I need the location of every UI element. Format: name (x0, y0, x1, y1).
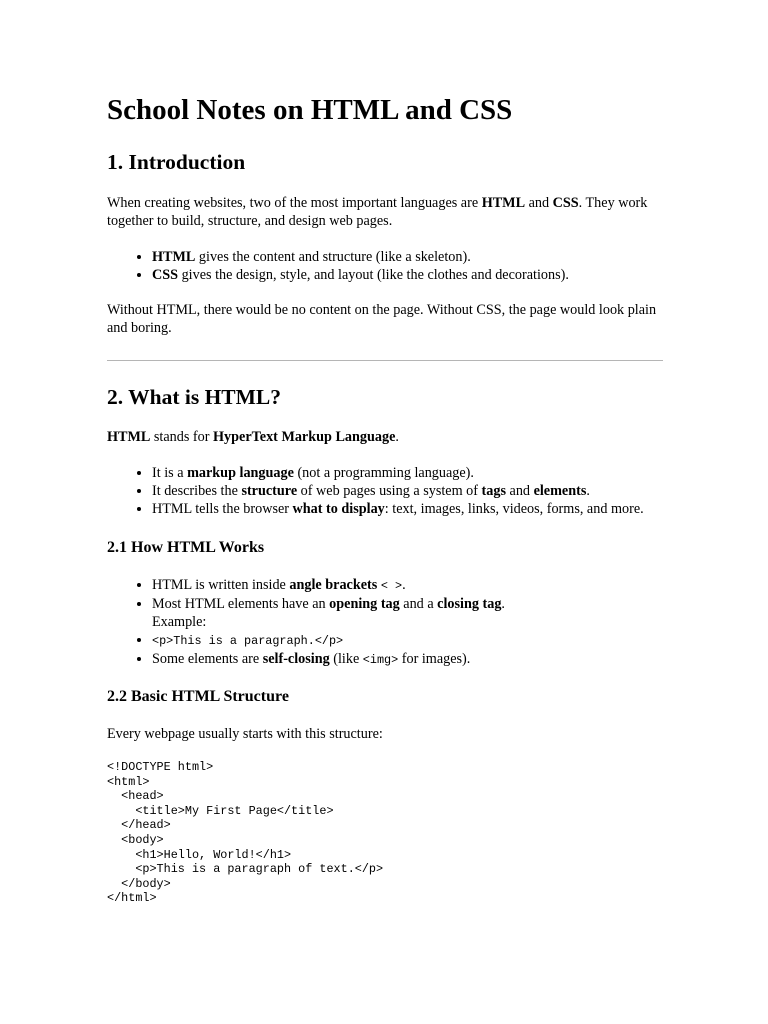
code-block: <!DOCTYPE html> <html> <head> <title>My First Page</title> </head> <body> <h1>Hello, World!</h1> <p>This is a paragraph of text.</p> </body> </html> (107, 760, 384, 906)
subsection-heading-how-html-works: 2.1 How HTML Works (107, 539, 265, 556)
list-item: • <p>This is a paragraph.</p> (152, 631, 663, 650)
list-item: • HTML gives the content and structure (like a skeleton). (152, 248, 663, 266)
html-definition: HTML stands for HyperText Markup Language. (107, 429, 399, 445)
page-title: School Notes on HTML and CSS (107, 94, 513, 126)
intro-bullet-list (107, 248, 663, 284)
list-item: • HTML tells the browser what to display: text, images, links, videos, forms, and more. (152, 500, 663, 518)
list-item: • CSS gives the design, style, and layout (like the clothes and decorations). (152, 266, 663, 284)
html-bullet-list (107, 464, 663, 518)
section-heading-what-is-html: 2. What is HTML? (107, 385, 282, 409)
intro-closing-paragraph: Without HTML, there would be no content on the page. Without CSS, the page would look plain and boring. (107, 302, 657, 336)
how-html-works-list (107, 576, 663, 669)
section-heading-introduction: 1. Introduction (107, 150, 246, 174)
intro-paragraph: When creating websites, two of the most important languages are HTML and CSS. They work together to build, structure, and design web pages. (107, 195, 648, 229)
list-item: • Some elements are self-closing (like <img> for images). (152, 650, 663, 669)
document-content (107, 92, 663, 906)
structure-intro: Every webpage usually starts with this structure: (107, 726, 383, 742)
list-item: • HTML is written inside angle brackets < >. (152, 576, 663, 595)
section-divider (107, 360, 663, 361)
list-item: • It is a markup language (not a programming language). (152, 464, 663, 482)
subsection-heading-basic-html-structure: 2.2 Basic HTML Structure (107, 688, 289, 705)
list-item: • It describes the structure of web pages using a system of tags and elements. (152, 482, 663, 500)
list-item: • Most HTML elements have an opening tag and a closing tag. Example: (152, 595, 663, 631)
